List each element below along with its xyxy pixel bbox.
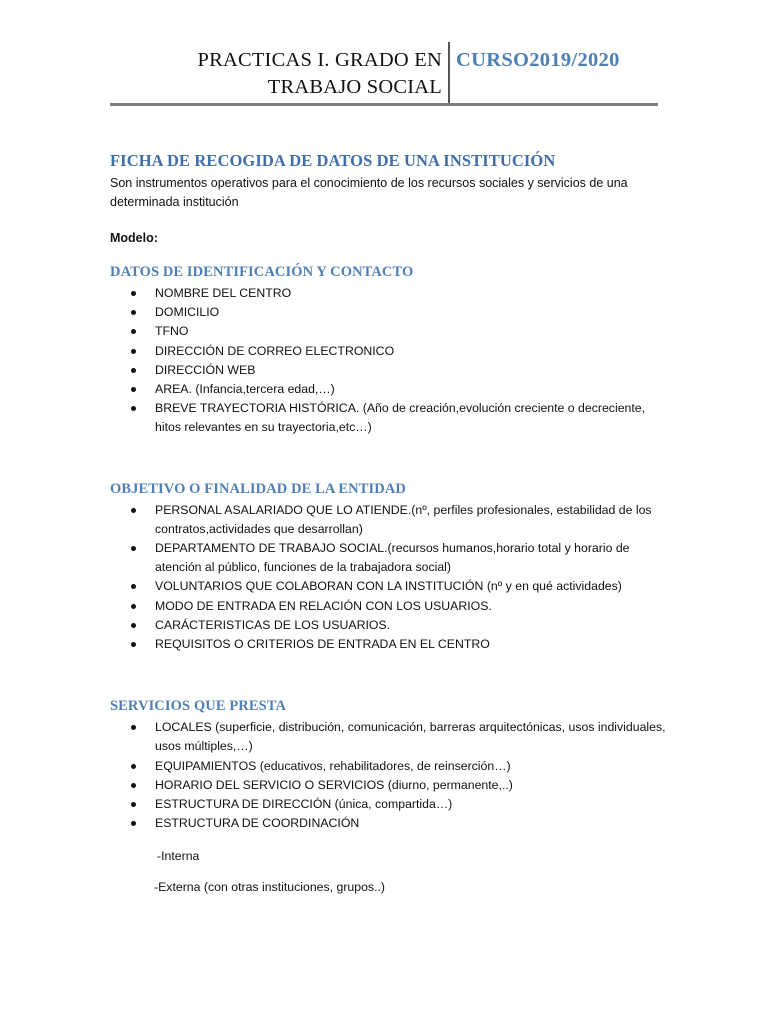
header-title-line-2: TRABAJO SOCIAL <box>267 76 442 98</box>
bullet-icon <box>131 642 136 647</box>
list-item-text: AREA. (Infancia,tercera edad,…) <box>155 382 335 397</box>
coordination-internal-label: -Interna <box>157 849 200 864</box>
bullet-icon <box>131 406 136 411</box>
list-item <box>110 757 670 776</box>
section-title-identificacion: DATOS DE IDENTIFICACIÓN Y CONTACTO <box>110 264 414 280</box>
bullet-icon <box>131 387 136 392</box>
list-item <box>110 776 670 795</box>
header-title-line-1: PRACTICAS I. GRADO EN <box>197 49 442 71</box>
list-item <box>110 795 670 814</box>
bullet-icon <box>131 584 136 589</box>
list-item <box>110 322 670 341</box>
section-title-servicios: SERVICIOS QUE PRESTA <box>110 698 287 715</box>
list-item-text: DIRECCIÓN WEB <box>155 362 256 377</box>
list-item-text: DOMICILIO <box>155 305 220 320</box>
list-item <box>110 380 670 399</box>
list-item-text: ESTRUCTURA DE DIRECCIÓN (única, compartida…) <box>155 797 453 812</box>
list-item <box>110 635 670 654</box>
header-horizontal-rule <box>110 103 658 106</box>
list-item <box>110 597 670 616</box>
list-item-text: CARÁCTERISTICAS DE LOS USUARIOS. <box>155 617 391 632</box>
list-item-text: NOMBRE DEL CENTRO <box>155 286 292 300</box>
list-item-text: MODO DE ENTRADA EN RELACIÓN CON LOS USUARIOS. <box>155 598 492 613</box>
bullet-icon <box>131 368 136 373</box>
list-item <box>110 539 670 577</box>
list-item-text: DEPARTAMENTO DE TRABAJO SOCIAL.(recursos humanos,horario total y horario de atención al público, funciones de la trabajadora social) <box>155 541 630 575</box>
list-item <box>110 303 670 322</box>
list-item <box>110 342 670 361</box>
bullet-icon <box>131 725 136 730</box>
bullet-icon <box>131 764 136 769</box>
section-list-servicios <box>110 718 670 833</box>
section-list-objetivo <box>110 501 670 655</box>
list-item <box>110 577 670 596</box>
list-item-text: EQUIPAMIENTOS (educativos, rehabilitadores, de reinserción…) <box>155 758 511 773</box>
coordination-external-label: -Externa (con otras instituciones, grupos..) <box>154 880 386 895</box>
list-item <box>110 718 670 756</box>
bullet-icon <box>131 329 136 334</box>
bullet-icon <box>131 508 136 513</box>
bullet-icon <box>131 623 136 628</box>
list-item-text: TFNO <box>155 324 189 339</box>
list-item <box>110 284 670 303</box>
header-course-label: CURSO2019/2020 <box>456 49 620 71</box>
list-item <box>110 616 670 635</box>
list-item-text: LOCALES (superficie, distribución, comunicación, barreras arquitectónicas, usos individuales, usos múltiples,…) <box>155 720 666 754</box>
document-header-title <box>180 47 442 101</box>
bullet-icon <box>131 604 136 609</box>
list-item-text: DIRECCIÓN DE CORREO ELECTRONICO <box>155 343 395 358</box>
section-list-identificacion <box>110 284 670 438</box>
bullet-icon <box>131 802 136 807</box>
document-title: FICHA DE RECOGIDA DE DATOS DE UNA INSTITUCIÓN <box>110 151 556 170</box>
list-item <box>110 501 670 539</box>
bullet-icon <box>131 349 136 354</box>
intro-paragraph: Son instrumentos operativos para el conocimiento de los recursos sociales y servicios de una determinada institución <box>110 176 628 209</box>
bullet-icon <box>131 546 136 551</box>
modelo-label: Modelo: <box>110 231 158 245</box>
list-item-text: ESTRUCTURA DE COORDINACIÓN <box>155 816 360 831</box>
list-item-text: PERSONAL ASALARIADO QUE LO ATIENDE.(nº, perfiles profesionales, estabilidad de los contratos,actividades que desarrollan) <box>155 502 652 536</box>
list-item-text: VOLUNTARIOS QUE COLABORAN CON LA INSTITUCIÓN (nº y en qué actividades) <box>155 579 622 594</box>
list-item <box>110 361 670 380</box>
section-title-objetivo: OBJETIVO O FINALIDAD DE LA ENTIDAD <box>110 480 406 497</box>
list-item <box>110 814 670 833</box>
list-item-text: HORARIO DEL SERVICIO O SERVICIOS (diurno, permanente,..) <box>155 777 513 792</box>
bullet-icon <box>131 783 136 788</box>
list-item-text: REQUISITOS O CRITERIOS DE ENTRADA EN EL CENTRO <box>155 637 490 652</box>
list-item <box>110 399 670 437</box>
header-vertical-divider <box>448 42 450 104</box>
bullet-icon <box>131 291 136 296</box>
list-item-text: BREVE TRAYECTORIA HISTÓRICA. (Año de creación,evolución creciente o decreciente, hitos relevantes en su trayectoria,etc…) <box>155 401 646 435</box>
bullet-icon <box>131 821 136 826</box>
document-body <box>110 150 670 897</box>
bullet-icon <box>131 310 136 315</box>
